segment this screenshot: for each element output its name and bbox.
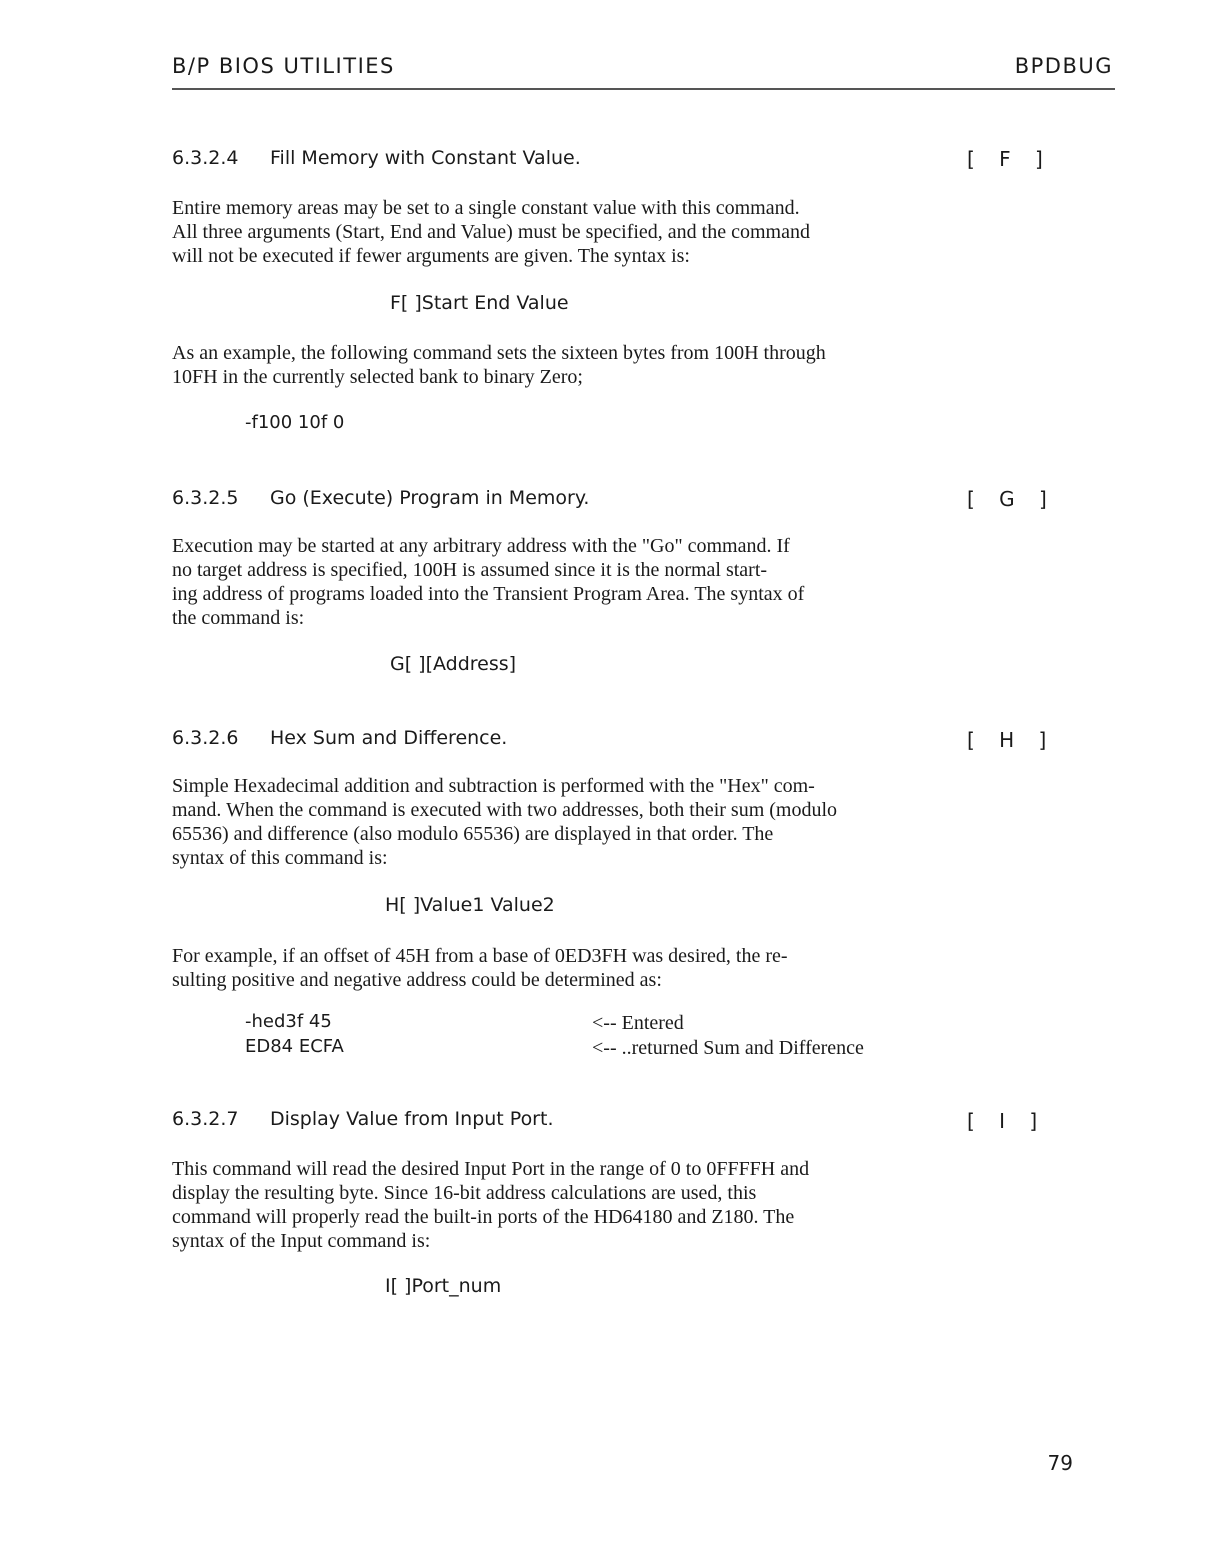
paragraph bbox=[172, 196, 1117, 268]
running-header-left: B/P BIOS UTILITIES bbox=[172, 54, 395, 78]
section-title: Display Value from Input Port. bbox=[270, 1108, 554, 1130]
section-title: Go (Execute) Program in Memory. bbox=[270, 487, 590, 509]
section-heading-hex bbox=[172, 727, 507, 749]
section-number: 6.3.2.4 bbox=[172, 147, 239, 169]
section-number: 6.3.2.7 bbox=[172, 1108, 239, 1130]
paragraph bbox=[172, 774, 1117, 870]
paragraph-line: syntax of this command is: bbox=[172, 847, 388, 869]
paragraph-line: sulting positive and negative address could be determined as: bbox=[172, 969, 662, 991]
paragraph-line: 65536) and difference (also modulo 65536) are displayed in that order. The bbox=[172, 823, 774, 845]
paragraph-line: For example, if an offset of 45H from a base of 0ED3FH was desired, the re- bbox=[172, 945, 788, 967]
section-number: 6.3.2.6 bbox=[172, 727, 239, 749]
paragraph-line: mand. When the command is executed with two addresses, both their sum (modulo bbox=[172, 799, 838, 821]
command-tag: [ I ] bbox=[967, 1109, 1047, 1133]
paragraph-line: Simple Hexadecimal addition and subtraction is performed with the "Hex" com- bbox=[172, 775, 815, 797]
paragraph-line: This command will read the desired Input Port in the range of 0 to 0FFFFH and bbox=[172, 1158, 810, 1180]
syntax-line: I[ ]Port_num bbox=[385, 1275, 502, 1297]
syntax-line: H[ ]Value1 Value2 bbox=[385, 894, 555, 916]
example-comment: <-- ..returned Sum and Difference bbox=[592, 1037, 864, 1059]
command-tag: [ G ] bbox=[967, 487, 1056, 511]
paragraph-line: As an example, the following command sets the sixteen bytes from 100H through bbox=[172, 342, 826, 364]
paragraph-line: Execution may be started at any arbitrary address with the "Go" command. If bbox=[172, 535, 790, 557]
running-header-right: BPDBUG bbox=[1014, 54, 1113, 78]
paragraph-line: will not be executed if fewer arguments are given. The syntax is: bbox=[172, 245, 690, 267]
section-title: Hex Sum and Difference. bbox=[270, 727, 508, 749]
example-input: -hed3f 45 bbox=[245, 1011, 332, 1032]
paragraph-line: no target address is specified, 100H is assumed since it is the normal start- bbox=[172, 559, 768, 581]
paragraph-line: Entire memory areas may be set to a single constant value with this command. bbox=[172, 197, 800, 219]
command-tag: [ H ] bbox=[967, 728, 1056, 752]
paragraph bbox=[172, 944, 1117, 992]
paragraph-line: syntax of the Input command is: bbox=[172, 1230, 431, 1252]
section-title: Fill Memory with Constant Value. bbox=[270, 147, 581, 169]
example-output: ED84 ECFA bbox=[245, 1036, 344, 1057]
paragraph-line: 10FH in the currently selected bank to binary Zero; bbox=[172, 366, 583, 388]
syntax-line: G[ ][Address] bbox=[390, 653, 517, 675]
page-number: 79 bbox=[1047, 1451, 1073, 1475]
paragraph-line: All three arguments (Start, End and Value) must be specified, and the command bbox=[172, 221, 810, 243]
header-rule bbox=[172, 88, 1115, 90]
paragraph bbox=[172, 341, 1117, 389]
syntax-line: F[ ]Start End Value bbox=[390, 292, 569, 314]
section-number: 6.3.2.5 bbox=[172, 487, 239, 509]
paragraph-line: command will properly read the built-in ports of the HD64180 and Z180. The bbox=[172, 1206, 795, 1228]
command-tag: [ F ] bbox=[967, 147, 1052, 171]
paragraph-line: display the resulting byte. Since 16-bit address calculations are used, this bbox=[172, 1182, 757, 1204]
paragraph-line: ing address of programs loaded into the Transient Program Area. The syntax of bbox=[172, 583, 805, 605]
example-comment: <-- Entered bbox=[592, 1012, 684, 1034]
paragraph-line: the command is: bbox=[172, 607, 305, 629]
paragraph bbox=[172, 1157, 1117, 1253]
example-command: -f100 10f 0 bbox=[245, 412, 345, 433]
section-heading-input bbox=[172, 1108, 554, 1130]
paragraph bbox=[172, 534, 1117, 630]
section-heading-go bbox=[172, 487, 589, 509]
section-heading-fill bbox=[172, 147, 581, 169]
